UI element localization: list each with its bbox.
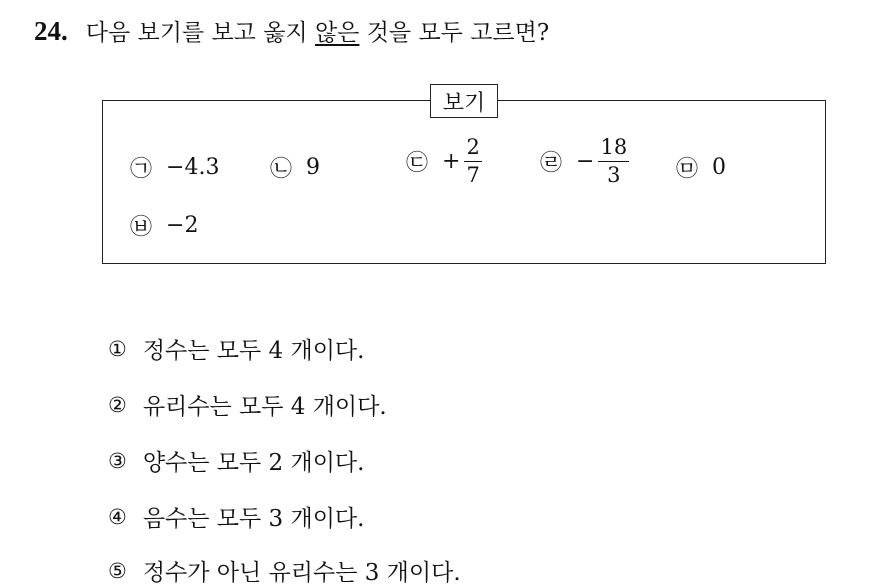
bogi-mark: ㉢ (406, 151, 429, 176)
question-text-before: 다음 보기를 보고 옳지 (85, 20, 315, 46)
fraction-numerator: 2 (464, 137, 481, 162)
bogi-sign: + (442, 149, 461, 174)
bogi-item-1 (130, 152, 219, 183)
bogi-value: 0 (712, 155, 727, 180)
bogi-mark: ㉥ (130, 215, 153, 240)
bogi-item-2 (270, 152, 320, 183)
bogi-value: 9 (306, 155, 321, 180)
choice-text: 정수가 아닌 유리수는 3 개이다. (142, 560, 461, 586)
fraction-denominator: 7 (466, 163, 480, 187)
bogi-item-4 (540, 137, 629, 186)
bogi-mark: ㉠ (130, 157, 153, 182)
choice-1[interactable] (108, 332, 364, 365)
bogi-value: −4.3 (166, 155, 220, 180)
bogi-value: −2 (166, 213, 199, 238)
choice-number: ④ (108, 504, 127, 529)
choice-number: ② (108, 392, 127, 417)
choice-3[interactable] (108, 444, 364, 477)
bogi-fraction (464, 137, 481, 186)
bogi-sign: − (576, 149, 595, 174)
bogi-item-3 (406, 137, 482, 186)
choice-text: 유리수는 모두 4 개이다. (142, 394, 387, 420)
choice-text: 음수는 모두 3 개이다. (142, 506, 365, 532)
choice-4[interactable] (108, 500, 364, 533)
fraction-numerator: 18 (598, 137, 629, 162)
bogi-item-5 (676, 152, 726, 183)
question-text-after: 것을 모두 고르면? (359, 20, 550, 46)
choice-number: ⑤ (108, 558, 127, 583)
question-text-underlined: 않은 (314, 20, 360, 46)
bogi-mark: ㉤ (676, 157, 699, 182)
bogi-item-6 (130, 210, 198, 241)
choice-text: 정수는 모두 4 개이다. (142, 338, 365, 364)
choice-2[interactable] (108, 388, 387, 421)
bogi-fraction (598, 137, 629, 186)
question-text (86, 14, 549, 47)
fraction-denominator: 3 (607, 163, 621, 187)
question-number: 24. (34, 16, 68, 46)
bogi-mark: ㉣ (540, 151, 563, 176)
bogi-label: 보기 (430, 84, 498, 118)
choice-5[interactable] (108, 554, 461, 587)
choice-number: ① (108, 336, 127, 361)
bogi-mark: ㉡ (270, 157, 293, 182)
choice-text: 양수는 모두 2 개이다. (142, 450, 365, 476)
choice-number: ③ (108, 448, 127, 473)
question-header (34, 14, 549, 47)
